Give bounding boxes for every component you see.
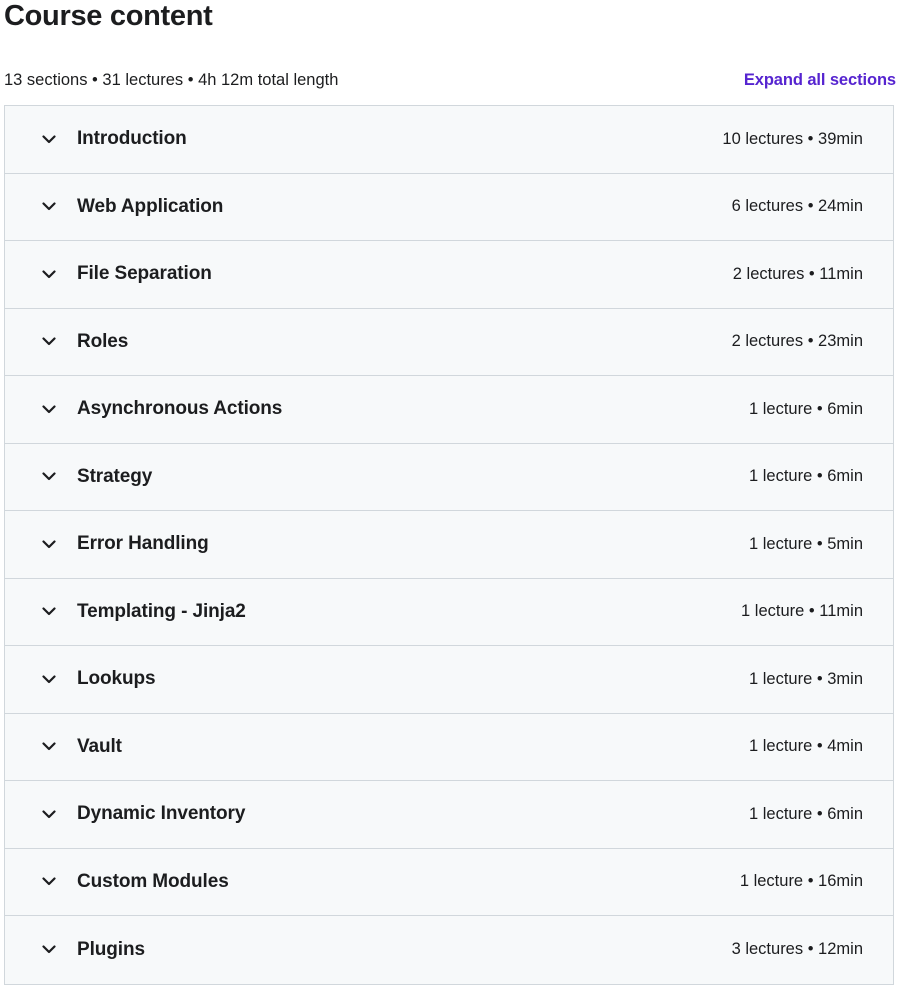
section-meta: 1 lecture • 6min <box>749 804 863 823</box>
section-header[interactable] <box>5 444 893 512</box>
section-title: Vault <box>77 735 122 757</box>
chevron-down-icon <box>41 604 57 620</box>
section-header[interactable] <box>5 579 893 647</box>
section-title: Asynchronous Actions <box>77 398 283 420</box>
chevron-down-icon <box>41 874 57 890</box>
sections-accordion <box>4 105 894 985</box>
section-title: Templating - Jinja2 <box>77 600 246 622</box>
section-title: Web Application <box>77 195 224 217</box>
section-header[interactable] <box>5 511 893 579</box>
section-meta: 1 lecture • 3min <box>749 669 863 688</box>
section-header[interactable] <box>5 849 893 917</box>
section-meta: 6 lectures • 24min <box>731 197 863 216</box>
section-title: Introduction <box>77 128 187 150</box>
section-header[interactable] <box>5 106 893 174</box>
section-title: Plugins <box>77 938 145 960</box>
section-meta: 2 lectures • 11min <box>732 264 863 283</box>
course-summary: 13 sections • 31 lectures • 4h 12m total length <box>4 70 339 89</box>
section-meta: 1 lecture • 5min <box>749 534 863 553</box>
section-header[interactable] <box>5 916 893 984</box>
expand-all-sections-button[interactable]: Expand all sections <box>743 70 896 89</box>
section-header[interactable] <box>5 309 893 377</box>
chevron-down-icon <box>41 469 57 485</box>
section-title: File Separation <box>77 263 212 285</box>
section-title: Custom Modules <box>77 870 229 892</box>
section-meta: 3 lectures • 12min <box>731 940 863 959</box>
chevron-down-icon <box>41 401 57 417</box>
section-meta: 10 lectures • 39min <box>722 129 863 148</box>
section-title: Roles <box>77 330 129 352</box>
section-meta: 1 lecture • 6min <box>749 467 863 486</box>
section-header[interactable] <box>5 646 893 714</box>
chevron-down-icon <box>41 671 57 687</box>
section-meta: 1 lecture • 11min <box>741 602 863 621</box>
section-meta: 2 lectures • 23min <box>731 332 863 351</box>
chevron-down-icon <box>41 199 57 215</box>
section-header[interactable] <box>5 376 893 444</box>
chevron-down-icon <box>41 266 57 282</box>
section-title: Lookups <box>77 668 156 690</box>
section-header[interactable] <box>5 714 893 782</box>
chevron-down-icon <box>41 536 57 552</box>
page-title: Course content <box>4 0 213 32</box>
section-title: Dynamic Inventory <box>77 803 246 825</box>
chevron-down-icon <box>41 806 57 822</box>
chevron-down-icon <box>41 131 57 147</box>
chevron-down-icon <box>41 739 57 755</box>
section-title: Error Handling <box>77 533 209 555</box>
section-meta: 1 lecture • 4min <box>749 737 863 756</box>
section-meta: 1 lecture • 6min <box>749 399 863 418</box>
course-summary-row <box>4 68 896 92</box>
section-header[interactable] <box>5 241 893 309</box>
section-meta: 1 lecture • 16min <box>739 872 863 891</box>
chevron-down-icon <box>41 334 57 350</box>
section-title: Strategy <box>77 465 153 487</box>
chevron-down-icon <box>41 942 57 958</box>
section-header[interactable] <box>5 781 893 849</box>
section-header[interactable] <box>5 174 893 242</box>
